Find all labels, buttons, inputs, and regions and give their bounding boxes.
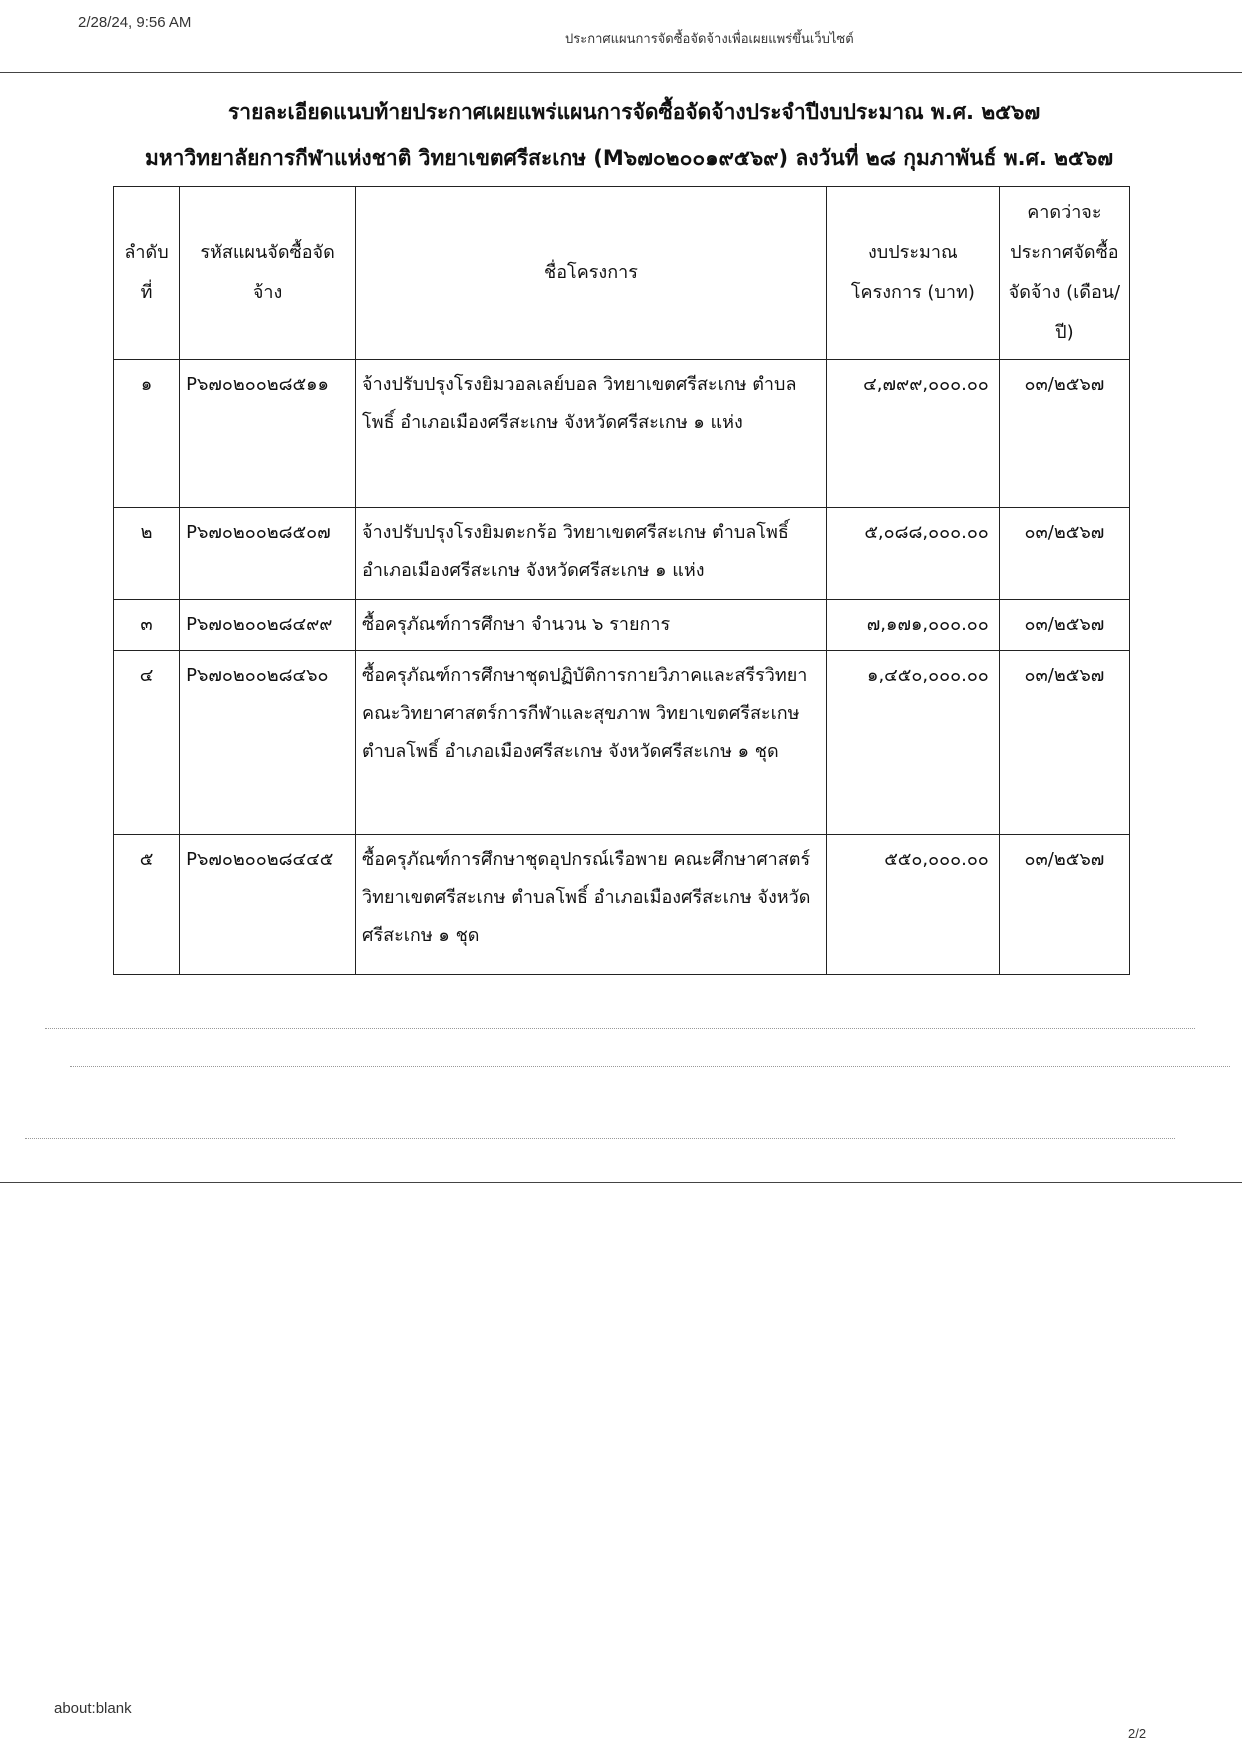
row-no: ๔ [114, 651, 180, 835]
print-page-title: ประกาศแผนการจัดซื้อจัดจ้างเพื่อเผยแพร่ขึ้นเว็บไซต์ [565, 32, 854, 47]
table-header-row [114, 187, 1130, 360]
row-month: ๐๓/๒๕๖๗ [999, 651, 1129, 835]
print-datetime: 2/28/24, 9:56 AM [78, 14, 192, 31]
row-budget: ๔,๗๙๙,๐๐๐.๐๐ [826, 360, 999, 508]
print-url: about:blank [54, 1700, 132, 1717]
document-title: รายละเอียดแนบท้ายประกาศเผยแพร่แผนการจัดซื้อจัดจ้างประจำปีงบประมาณ พ.ศ. ๒๕๖๗ [228, 100, 1041, 124]
row-name: ซื้อครุภัณฑ์การศึกษาชุดปฏิบัติการกายวิภาคและสรีรวิทยา คณะวิทยาศาสตร์การกีฬาและสุขภาพ วิทยาเขตศรีสะเกษ ตำบลโพธิ์ อำเภอเมืองศรีสะเกษ จังหวัดศรีสะเกษ ๑ ชุด [356, 651, 827, 835]
row-code: P๖๗๐๒๐๐๒๘๔๙๙ [180, 600, 356, 651]
row-code: P๖๗๐๒๐๐๒๘๕๐๗ [180, 508, 356, 600]
document-subtitle: มหาวิทยาลัยการกีฬาแห่งชาติ วิทยาเขตศรีสะเกษ (M๖๗๐๒๐๐๑๙๕๖๙) ลงวันที่ ๒๘ กุมภาพันธ์ พ.ศ. ๒๕๖๗ [145, 146, 1114, 170]
row-budget: ๕,๐๘๘,๐๐๐.๐๐ [826, 508, 999, 600]
print-page-number: 2/2 [1128, 1726, 1147, 1741]
header-name: ชื่อโครงการ [356, 187, 827, 360]
row-code: P๖๗๐๒๐๐๒๘๔๔๕ [180, 835, 356, 975]
header-no: ลำดับที่ [114, 187, 180, 360]
scan-dotted-line [25, 1138, 1175, 1139]
row-budget: ๑,๔๕๐,๐๐๐.๐๐ [826, 651, 999, 835]
table-row [114, 651, 1130, 835]
row-name: ซื้อครุภัณฑ์การศึกษา จำนวน ๖ รายการ [356, 600, 827, 651]
header-code: รหัสแผนจัดซื้อจัดจ้าง [180, 187, 356, 360]
scan-dotted-line [70, 1066, 1230, 1067]
row-no: ๑ [114, 360, 180, 508]
row-month: ๐๓/๒๕๖๗ [999, 360, 1129, 508]
section-divider [0, 1182, 1242, 1183]
row-month: ๐๓/๒๕๖๗ [999, 600, 1129, 651]
row-no: ๓ [114, 600, 180, 651]
table-row [114, 600, 1130, 651]
row-name: จ้างปรับปรุงโรงยิมตะกร้อ วิทยาเขตศรีสะเกษ ตำบลโพธิ์ อำเภอเมืองศรีสะเกษ จังหวัดศรีสะเกษ ๑ แห่ง [356, 508, 827, 600]
row-code: P๖๗๐๒๐๐๒๘๔๖๐ [180, 651, 356, 835]
scan-dotted-line [45, 1028, 1195, 1029]
row-no: ๕ [114, 835, 180, 975]
row-name: ซื้อครุภัณฑ์การศึกษาชุดอุปกรณ์เรือพาย คณะศึกษาศาสตร์ วิทยาเขตศรีสะเกษ ตำบลโพธิ์ อำเภอเมืองศรีสะเกษ จังหวัดศรีสะเกษ ๑ ชุด [356, 835, 827, 975]
row-no: ๒ [114, 508, 180, 600]
row-code: P๖๗๐๒๐๐๒๘๕๑๑ [180, 360, 356, 508]
table-row [114, 508, 1130, 600]
table-row [114, 360, 1130, 508]
row-month: ๐๓/๒๕๖๗ [999, 835, 1129, 975]
row-month: ๐๓/๒๕๖๗ [999, 508, 1129, 600]
table-row [114, 835, 1130, 975]
procurement-plan-table [113, 186, 1130, 975]
header-budget: งบประมาณโครงการ (บาท) [826, 187, 999, 360]
row-budget: ๗,๑๗๑,๐๐๐.๐๐ [826, 600, 999, 651]
header-month: คาดว่าจะประกาศจัดซื้อจัดจ้าง (เดือน/ปี) [999, 187, 1129, 360]
row-name: จ้างปรับปรุงโรงยิมวอลเลย์บอล วิทยาเขตศรีสะเกษ ตำบลโพธิ์ อำเภอเมืองศรีสะเกษ จังหวัดศรีสะเกษ ๑ แห่ง [356, 360, 827, 508]
header-divider [0, 72, 1242, 73]
row-budget: ๕๕๐,๐๐๐.๐๐ [826, 835, 999, 975]
